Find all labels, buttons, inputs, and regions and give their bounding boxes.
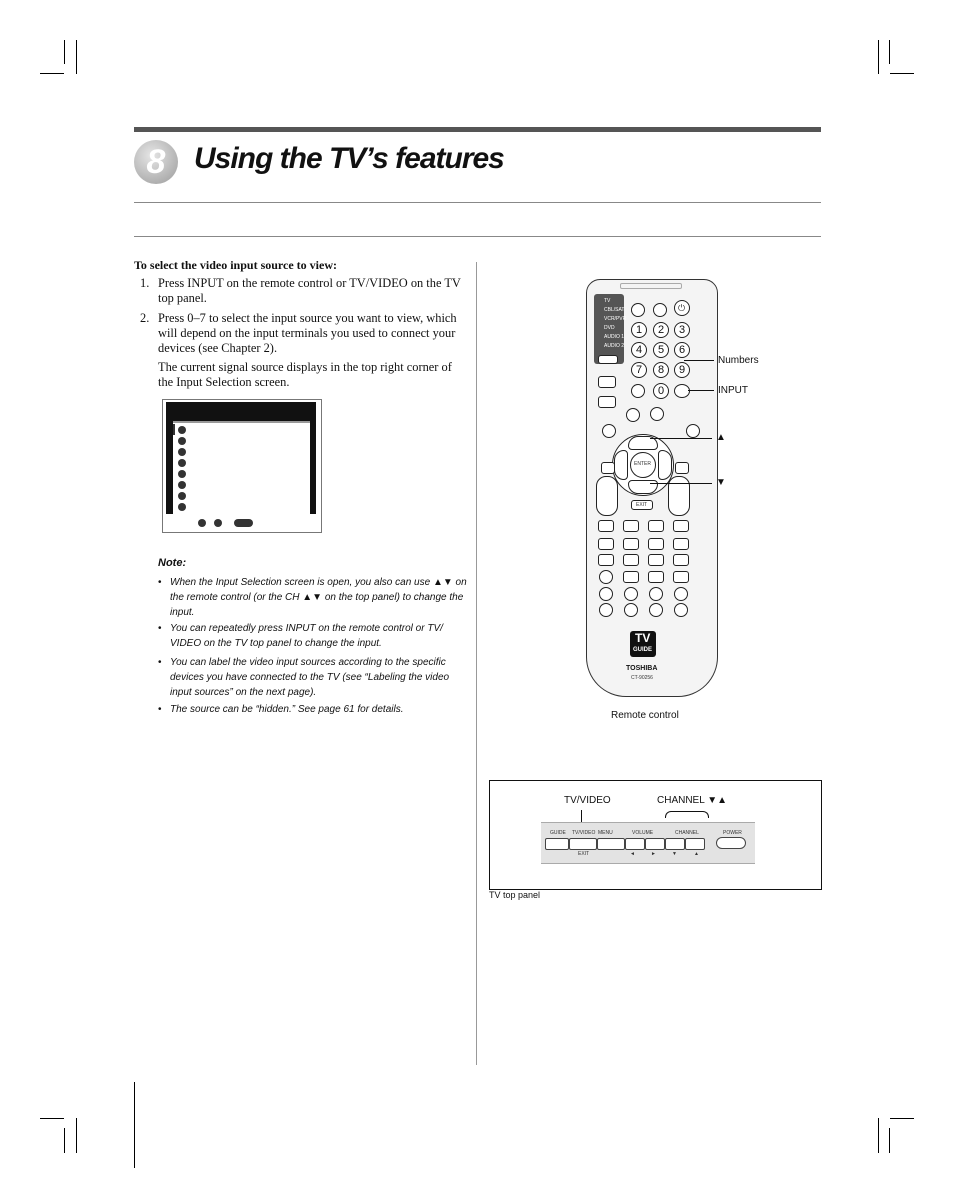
crop-mark — [878, 1118, 879, 1153]
callout-down: ▼ — [716, 477, 726, 488]
chapter-number: 8 — [146, 143, 166, 181]
channel-rocker[interactable] — [596, 476, 618, 516]
recall-button[interactable] — [648, 520, 664, 532]
remote-caption: Remote control — [611, 710, 679, 721]
channel-label: CHANNEL ▼▲ — [657, 795, 727, 806]
brand-logo: TOSHIBA — [626, 665, 658, 672]
fav-up-button[interactable] — [599, 587, 613, 601]
input-dot — [178, 437, 186, 445]
cursor-marker — [173, 424, 175, 435]
input-dot — [178, 426, 186, 434]
audio-button[interactable] — [674, 587, 688, 601]
mode-button[interactable] — [598, 355, 618, 364]
crop-mark — [40, 1118, 64, 1119]
step-text: Press INPUT on the remote control or TV/VIDEO on the TV top panel. — [158, 276, 461, 305]
crop-mark — [40, 73, 64, 74]
disc-button[interactable] — [623, 571, 639, 583]
channel-brace — [665, 811, 709, 818]
panel-button-label: POWER — [723, 830, 742, 836]
crop-mark — [878, 40, 879, 74]
crop-mark — [64, 40, 65, 64]
crop-mark — [890, 1118, 914, 1119]
panel-button-label: VOLUME — [632, 830, 654, 836]
callout-numbers: Numbers — [718, 355, 759, 366]
top-panel-caption: TV top panel — [489, 890, 541, 900]
crop-mark — [64, 1128, 65, 1153]
note-text: You can repeatedly press INPUT on the remote control or TV/ VIDEO on the TV top panel to change the input. — [170, 623, 443, 649]
num-2-button[interactable]: 2 — [653, 322, 669, 338]
panel-sub-label: ▲ — [694, 851, 699, 857]
action-menu-button[interactable] — [598, 396, 616, 408]
open-close-button[interactable] — [599, 570, 613, 584]
rec-button[interactable] — [673, 571, 689, 583]
back-button[interactable] — [601, 462, 615, 474]
subtitle-button[interactable] — [649, 587, 663, 601]
dpad-left-button[interactable] — [614, 450, 628, 480]
power-glyph: ⏻ — [678, 303, 686, 313]
play-button[interactable] — [648, 554, 664, 566]
num-5-button[interactable]: 5 — [653, 342, 669, 358]
menu-panel-button[interactable] — [597, 838, 625, 850]
pause-step-button[interactable] — [623, 554, 639, 566]
plus-100-button[interactable] — [631, 384, 645, 398]
tvvideo-label: TV/VIDEO — [564, 795, 611, 806]
info-button[interactable] — [626, 408, 640, 422]
step-text: Press 0–7 to select the input source you want to view, which will depend on the input terminals you used to connect your devices (see Chapter 2). — [158, 311, 457, 355]
tv-vcr-button[interactable] — [623, 520, 639, 532]
input-list-panel — [173, 421, 310, 515]
panel-sub-label: ► — [651, 851, 656, 857]
note-item — [158, 621, 468, 651]
divider — [134, 202, 821, 203]
digital-ch-rtn-button[interactable] — [598, 520, 614, 532]
crop-mark — [889, 40, 890, 64]
remote-ir-window — [620, 283, 682, 289]
reset-button[interactable] — [598, 376, 616, 388]
input-dot — [178, 459, 186, 467]
a-b-repeat-button[interactable] — [624, 603, 638, 617]
pic-mode-button[interactable] — [686, 424, 700, 438]
crop-mark — [76, 1118, 77, 1153]
num-3-button[interactable]: 3 — [674, 322, 690, 338]
note-heading: Note: — [158, 557, 187, 569]
exit-label: EXIT — [636, 502, 648, 508]
guide-panel-button[interactable] — [545, 838, 569, 850]
bullet: • — [158, 577, 162, 588]
mode-item: AUDIO 1 — [604, 334, 625, 340]
panel-sub-label: ◄ — [630, 851, 635, 857]
bullet: • — [158, 704, 162, 715]
input-button[interactable] — [674, 384, 690, 398]
bullet: • — [158, 657, 162, 668]
input-dot — [178, 470, 186, 478]
header-rule — [134, 127, 821, 132]
mute-button[interactable] — [673, 520, 689, 532]
panel-button-label: GUIDE — [550, 830, 566, 836]
angle-button[interactable] — [624, 587, 638, 601]
panel-sub-label: EXIT — [578, 851, 590, 857]
bullet: • — [158, 623, 162, 634]
num-6-button[interactable]: 6 — [674, 342, 690, 358]
nav-pill — [234, 519, 253, 527]
enter-label: ENTER — [634, 461, 651, 467]
channel-up-panel-button[interactable] — [685, 838, 705, 850]
num-0-button[interactable]: 0 — [653, 383, 669, 399]
crop-mark — [890, 73, 914, 74]
model-number: CT-90256 — [631, 675, 653, 681]
slow-rev-button[interactable] — [598, 538, 614, 550]
next-button[interactable] — [675, 462, 689, 474]
mode-item: DVD — [604, 325, 615, 331]
num-8-button[interactable]: 8 — [653, 362, 669, 378]
mode-item: VCR/PVR — [604, 316, 627, 322]
nav-dot — [198, 519, 206, 527]
nav-dot — [214, 519, 222, 527]
note-item — [158, 655, 468, 700]
note-text: The source can be “hidden.” See page 61 for details. — [170, 704, 404, 715]
num-7-button[interactable]: 7 — [631, 362, 647, 378]
crop-mark — [76, 40, 77, 74]
input-dot — [178, 503, 186, 511]
step-note: The current signal source displays in the top right corner of the Input Selection screen. — [158, 360, 452, 389]
step-number: 2. — [140, 311, 150, 325]
chapter-title: Using the TV’s features — [194, 142, 504, 175]
mode-item: AUDIO 2 — [604, 343, 625, 349]
sleep-button[interactable] — [653, 303, 667, 317]
input-dot — [178, 492, 186, 500]
panel-button-label: TV/VIDEO — [572, 830, 596, 836]
freeze-button[interactable] — [674, 603, 688, 617]
volume-rocker[interactable] — [668, 476, 690, 516]
home-button[interactable] — [650, 407, 664, 421]
ff-button[interactable] — [673, 554, 689, 566]
note-text: When the Input Selection screen is open, you also can use ▲▼ on the remote control (or the CH ▲▼ on the top panel) to change the input. — [170, 577, 467, 618]
step-number: 1. — [140, 276, 150, 290]
dpad-right-button[interactable] — [658, 450, 672, 480]
slow-fwd-button[interactable] — [623, 538, 639, 550]
note-item — [158, 575, 468, 620]
divider — [134, 236, 821, 237]
panel-button-label: MENU — [598, 830, 613, 836]
crop-mark — [889, 1128, 890, 1153]
panel-sub-label: ▼ — [672, 851, 677, 857]
step-2 — [140, 311, 470, 359]
callout-up: ▲ — [716, 432, 726, 443]
leader-line — [650, 483, 712, 484]
column-divider — [476, 262, 477, 1065]
num-1-button[interactable]: 1 — [631, 322, 647, 338]
fav-down-button[interactable] — [599, 603, 613, 617]
num-4-button[interactable]: 4 — [631, 342, 647, 358]
callout-input: INPUT — [718, 385, 748, 396]
note-text: You can label the video input sources according to the specific devices you have connected to the TV (see “Labeling the video input sources” on the next page). — [170, 657, 450, 698]
search-button[interactable] — [649, 603, 663, 617]
rew-button[interactable] — [598, 554, 614, 566]
step-1 — [140, 276, 470, 308]
section-heading: To select the video input source to view: — [134, 258, 337, 272]
mode-item: TV — [604, 298, 611, 304]
tv-guide-button[interactable] — [602, 424, 616, 438]
skip-rev-button[interactable] — [648, 538, 664, 550]
volume-down-panel-button[interactable] — [625, 838, 645, 850]
leader-line — [688, 390, 714, 391]
num-9-button[interactable]: 9 — [674, 362, 690, 378]
leader-line — [650, 438, 712, 439]
input-dot — [178, 481, 186, 489]
volume-up-panel-button[interactable] — [645, 838, 665, 850]
input-dot — [178, 448, 186, 456]
channel-down-panel-button[interactable] — [665, 838, 685, 850]
margin-rule — [134, 1082, 135, 1168]
panel-button-label: CHANNEL — [675, 830, 699, 836]
stop-button[interactable] — [648, 571, 664, 583]
mode-item: CBL/SAT — [604, 307, 625, 313]
tvvideo-panel-button[interactable] — [569, 838, 597, 850]
skip-fwd-button[interactable] — [673, 538, 689, 550]
leader-line — [684, 360, 714, 361]
tv-guide-logo-top: TV — [635, 631, 651, 645]
note-item — [158, 702, 468, 717]
tv-guide-logo-bottom: GUIDE — [633, 647, 653, 653]
power-panel-button[interactable] — [716, 837, 746, 849]
light-button[interactable] — [631, 303, 645, 317]
